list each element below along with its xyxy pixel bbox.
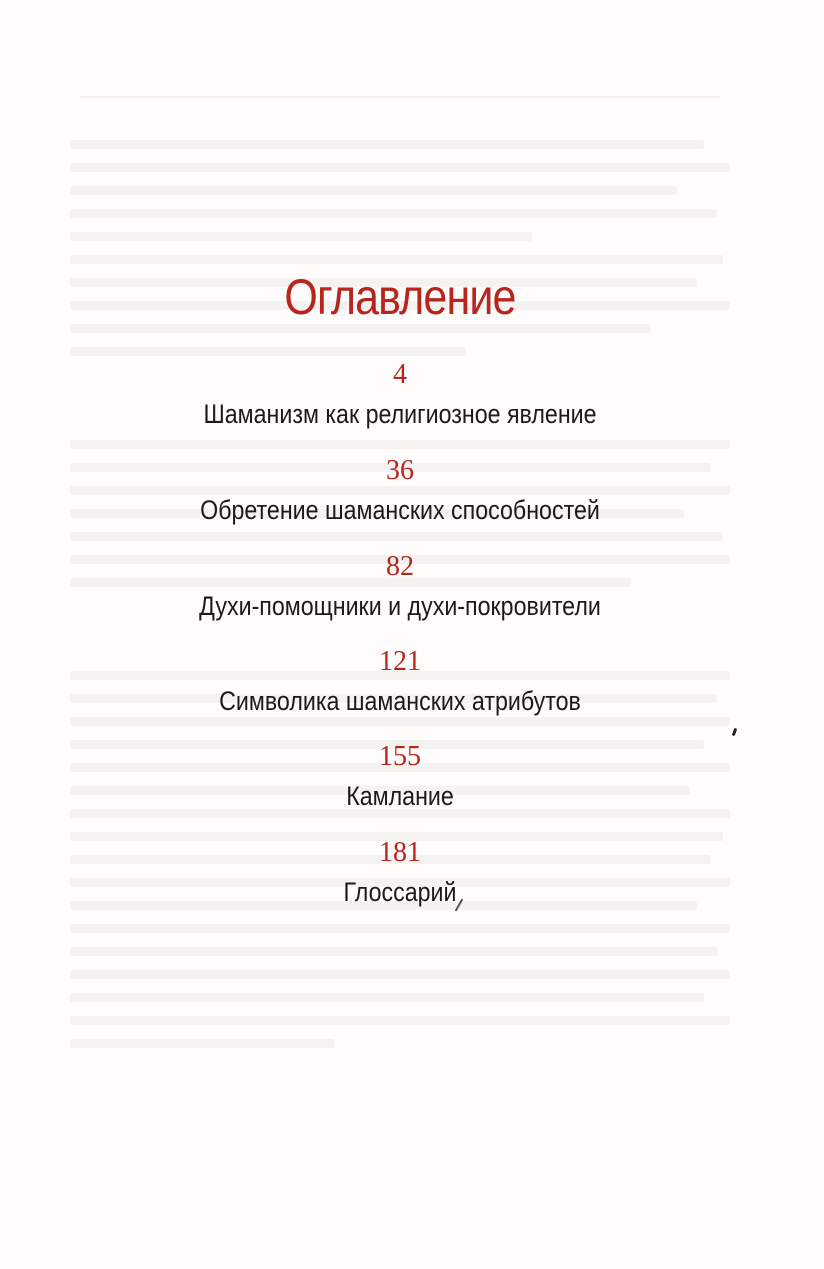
toc-chapter-title: Духи-помощники и духи-покровители [199, 591, 601, 621]
toc-page-number: 121 [379, 646, 421, 677]
toc-entry[interactable] [0, 647, 800, 717]
toc-page-number: 155 [379, 741, 421, 772]
toc-page-number: 82 [386, 551, 414, 582]
toc-title: Оглавление [284, 269, 516, 325]
ink-speck [732, 728, 738, 737]
toc-chapter-title: Камлание [346, 781, 454, 811]
toc-chapter-title: Глоссарий [343, 877, 457, 907]
toc-chapter-title: Символика шаманских атрибутов [219, 686, 581, 716]
toc-entry[interactable] [0, 360, 800, 430]
toc-page-number: 36 [386, 455, 414, 486]
toc-entry[interactable] [0, 742, 800, 812]
toc-chapter-title: Шаманизм как религиозное явление [203, 399, 597, 429]
toc-entry[interactable] [0, 456, 800, 526]
toc-entry[interactable] [0, 838, 800, 908]
toc-page-number: 4 [393, 359, 407, 390]
toc-page-number: 181 [379, 837, 421, 868]
bleed-through-rule [80, 96, 720, 98]
toc-entry[interactable] [0, 552, 800, 622]
toc-chapter-title: Обретение шаманских способностей [200, 495, 600, 525]
